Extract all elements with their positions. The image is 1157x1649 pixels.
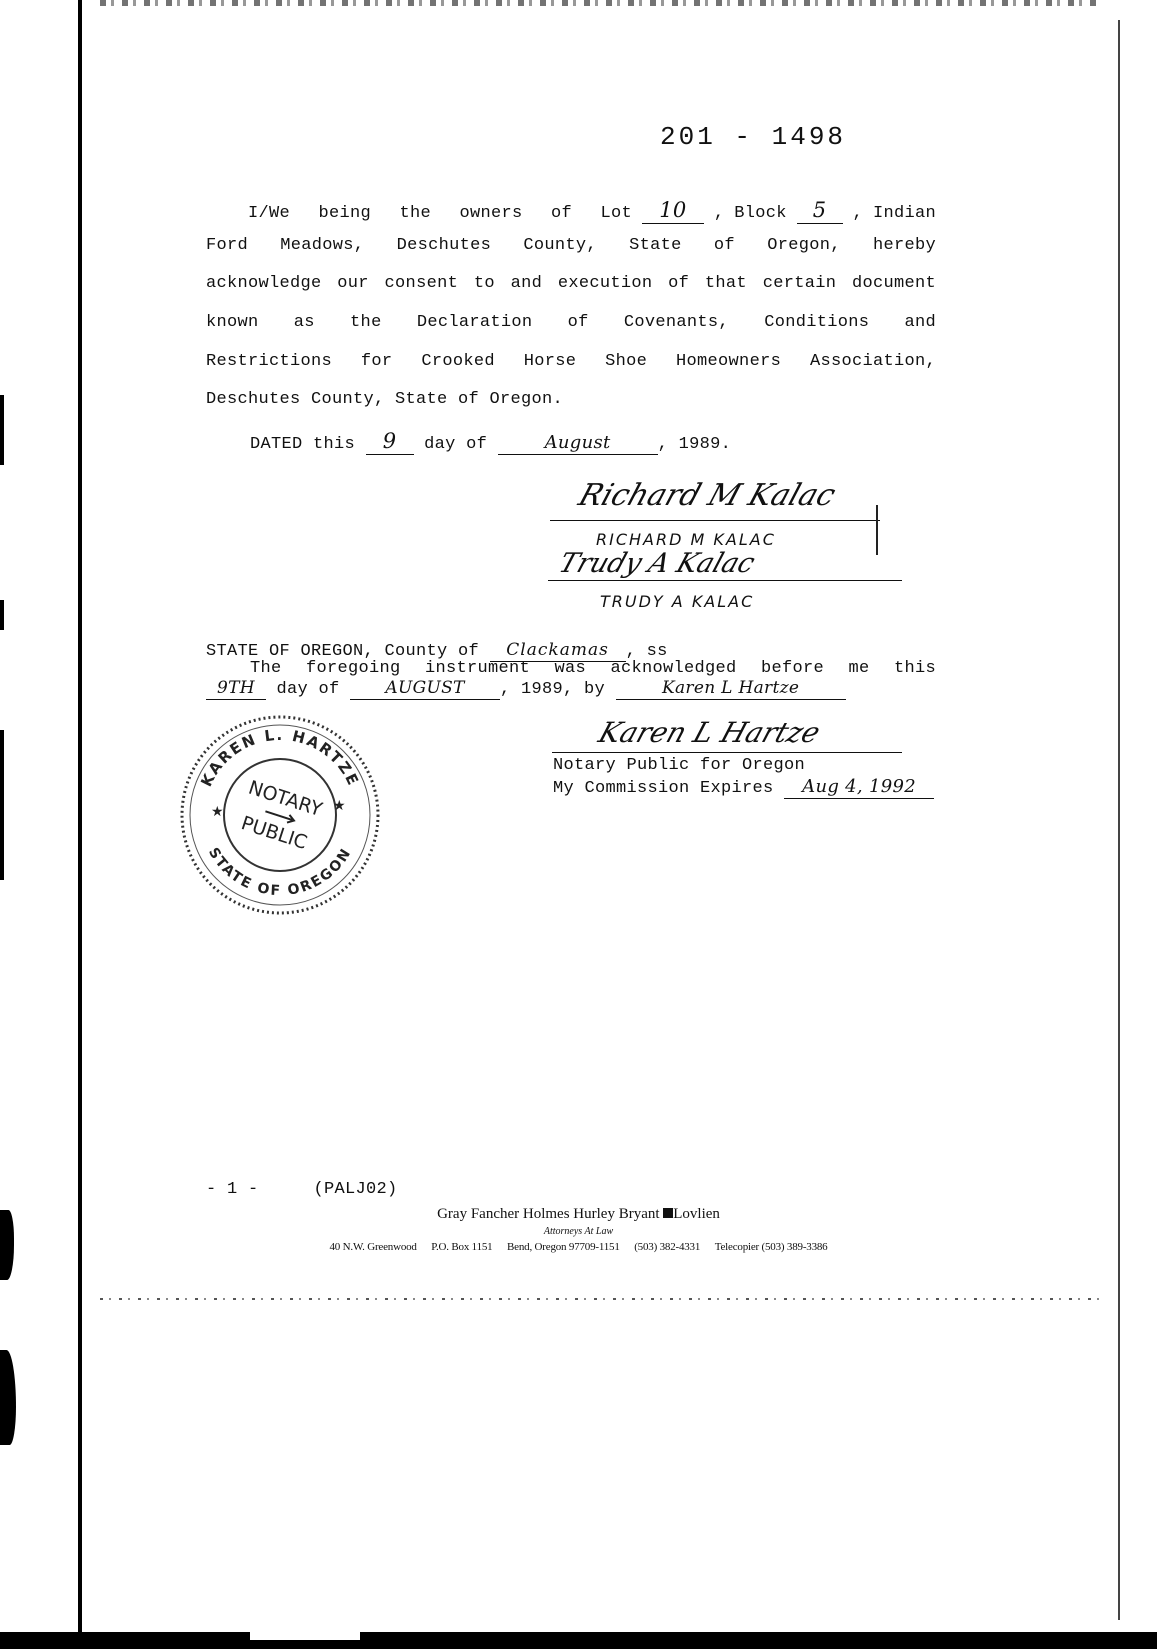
seal-line-2: PUBLIC — [238, 812, 310, 855]
document-code: (PALJ02) — [313, 1180, 398, 1199]
dated-month-field — [498, 432, 658, 455]
ack-month-field — [350, 678, 500, 700]
firm-city: Bend, Oregon 97709-1151 — [507, 1241, 620, 1253]
ack-state-prefix: STATE OF OREGON, County of — [206, 642, 480, 661]
firm-name-end: Lovlien — [673, 1206, 720, 1222]
block-label: Block — [734, 204, 787, 223]
ack-day-field — [206, 678, 266, 700]
ack-ss: , ss — [625, 642, 668, 661]
consent-intro: I/We being the owners of Lot — [248, 204, 633, 223]
scan-mark — [0, 730, 4, 880]
law-firm-name — [0, 1206, 1157, 1223]
seal-name: KAREN L. HARTZE — [197, 725, 363, 790]
firm-name: Gray Fancher Holmes Hurley Bryant — [437, 1206, 660, 1222]
scan-mark — [0, 395, 4, 465]
notary-title: Notary Public for Oregon — [553, 756, 806, 775]
ack-year-by: , 1989, by — [500, 680, 606, 699]
ack-day-of: day of — [276, 680, 340, 699]
seal-state: STATE OF OREGON — [204, 844, 356, 900]
lot-number-field — [642, 198, 704, 224]
dated-mid: day of — [424, 435, 488, 454]
ack-by-field — [616, 678, 846, 700]
ack-county: Clackamas — [506, 640, 609, 660]
firm-pobox: P.O. Box 1151 — [431, 1241, 493, 1253]
dated-day-field — [366, 429, 414, 455]
printed-name-trudy: TRUDY A KALAC — [600, 592, 755, 611]
commission-line — [553, 776, 934, 799]
commission-date: Aug 4, 1992 — [802, 776, 916, 797]
page-number: - 1 - — [206, 1180, 259, 1199]
firm-street: 40 N.W. Greenwood — [329, 1241, 417, 1253]
consent-line-3: acknowledge our consent to and execution of that certain document — [206, 274, 936, 293]
consent-line1-end: Indian — [872, 204, 936, 223]
scan-border-right — [1118, 20, 1120, 1620]
scan-artifact-top — [100, 0, 1100, 6]
commission-label: My Commission Expires — [553, 779, 774, 798]
consent-line-4: known as the Declaration of Covenants, Conditions and — [206, 313, 936, 332]
page-footer — [206, 1180, 398, 1199]
dated-month: August — [544, 432, 611, 453]
commission-date-field — [784, 776, 934, 799]
scan-border-left — [78, 0, 82, 1649]
svg-text:KAREN L. HARTZE — [197, 726, 363, 790]
consent-line-1 — [248, 198, 936, 224]
scan-blot — [0, 1350, 16, 1445]
block-number-field — [797, 198, 843, 224]
dated-year: , 1989. — [657, 435, 732, 454]
seal-line-1: NOTARY — [245, 776, 325, 822]
lot-number: 10 — [659, 198, 687, 222]
scan-artifact-bottom — [0, 1632, 1157, 1649]
scan-artifact-bottom-gap — [250, 1632, 360, 1640]
document-number: 201 - 1498 — [660, 122, 847, 152]
dated-prefix: DATED this — [250, 435, 356, 454]
signature-line-1 — [550, 520, 880, 521]
scan-mark — [0, 600, 4, 630]
firm-phone: (503) 382-4331 — [634, 1241, 701, 1253]
consent-line-2: Ford Meadows, Deschutes County, State of Oregon, hereby — [206, 236, 936, 255]
signature-richard: Richard M Kalac — [574, 478, 840, 513]
svg-text:★: ★ — [333, 798, 346, 814]
ack-line-2: The foregoing instrument was acknowledged before me this — [250, 659, 936, 678]
comma: , — [852, 204, 864, 223]
dated-day: 9 — [382, 429, 397, 453]
dated-line — [250, 429, 731, 455]
firm-square-mark — [663, 1208, 673, 1218]
signature-mark — [876, 505, 878, 555]
signature-trudy: Trudy A Kalac — [554, 548, 759, 579]
notary-seal — [165, 700, 395, 930]
block-number: 5 — [812, 198, 827, 222]
ack-line-3 — [206, 678, 846, 700]
printed-name-richard: RICHARD M KALAC — [596, 530, 776, 549]
firm-subtitle: Attorneys At Law — [543, 1226, 614, 1237]
consent-line-6: Deschutes County, State of Oregon. — [206, 390, 564, 409]
ack-by-name: Karen L Hartze — [661, 678, 800, 698]
svg-text:★: ★ — [211, 804, 224, 820]
notary-signature: Karen L Hartze — [594, 716, 825, 749]
consent-line-5: Restrictions for Crooked Horse Shoe Homeowners Association, — [206, 352, 936, 371]
ack-month: AUGUST — [385, 678, 465, 698]
signature-line-2 — [548, 580, 902, 581]
notary-signature-line — [552, 752, 902, 753]
firm-address — [0, 1241, 1157, 1253]
scan-dashed-line — [100, 1298, 1100, 1300]
firm-fax: Telecopier (503) 389-3386 — [714, 1241, 828, 1253]
svg-text:STATE OF OREGON — [205, 845, 355, 899]
comma: , — [713, 204, 725, 223]
ack-day: 9TH — [217, 678, 255, 698]
